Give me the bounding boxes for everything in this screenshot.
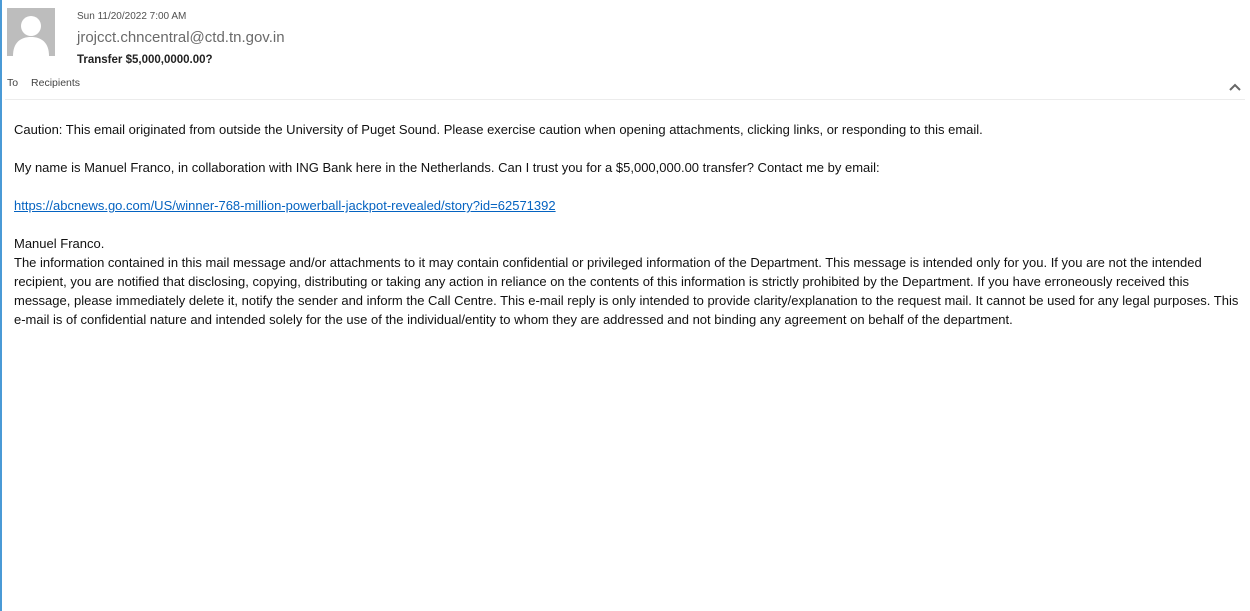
signature: Manuel Franco. bbox=[14, 236, 105, 251]
recipients-line bbox=[7, 77, 80, 89]
email-subject: Transfer $5,000,0000.00? bbox=[77, 54, 213, 66]
sender-address[interactable]: jrojcct.chncentral@ctd.tn.gov.in bbox=[77, 29, 285, 46]
sent-date: Sun 11/20/2022 7:00 AM bbox=[77, 11, 187, 22]
recipients[interactable]: Recipients bbox=[31, 77, 81, 89]
email-body bbox=[14, 120, 1239, 329]
disclaimer-paragraph: The information contained in this mail message and/or attachments to it may contain confidential or privileged information of the Department. This message is intended only for you. If you are not the intended recipient, you are notified that disclosing, copying, distributing or taking any action in reliance on the contents of this information is strictly prohibited by the Department. If you have erroneously received this message, please immediately delete it, notify the sender and inform the Call Centre. This e-mail reply is only intended to provide clarity/explanation to the request mail. It cannot be used for any legal purposes. This e-mail is of confidential nature and intended solely for the use of the individual/entity to whom they are addressed and not binding any agreement on behalf of the department. bbox=[14, 255, 1239, 327]
email-header bbox=[0, 0, 1250, 100]
caution-banner: Caution: This email originated from outside the University of Puget Sound. Please exercise caution when opening attachments, clicking links, or responding to this email. bbox=[14, 122, 983, 137]
person-icon bbox=[7, 8, 55, 56]
to-label: To bbox=[7, 77, 19, 89]
header-divider bbox=[5, 99, 1245, 100]
collapse-header-button[interactable] bbox=[1226, 80, 1244, 94]
intro-paragraph: My name is Manuel Franco, in collaboration with ING Bank here in the Netherlands. Can I trust you for a $5,000,000.00 transfer? Contact me by email: bbox=[14, 160, 880, 175]
chevron-up-icon bbox=[1228, 82, 1242, 92]
body-link[interactable]: https://abcnews.go.com/US/winner-768-million-powerball-jackpot-revealed/story?id=62571392 bbox=[14, 198, 556, 213]
sender-avatar[interactable] bbox=[7, 8, 55, 56]
